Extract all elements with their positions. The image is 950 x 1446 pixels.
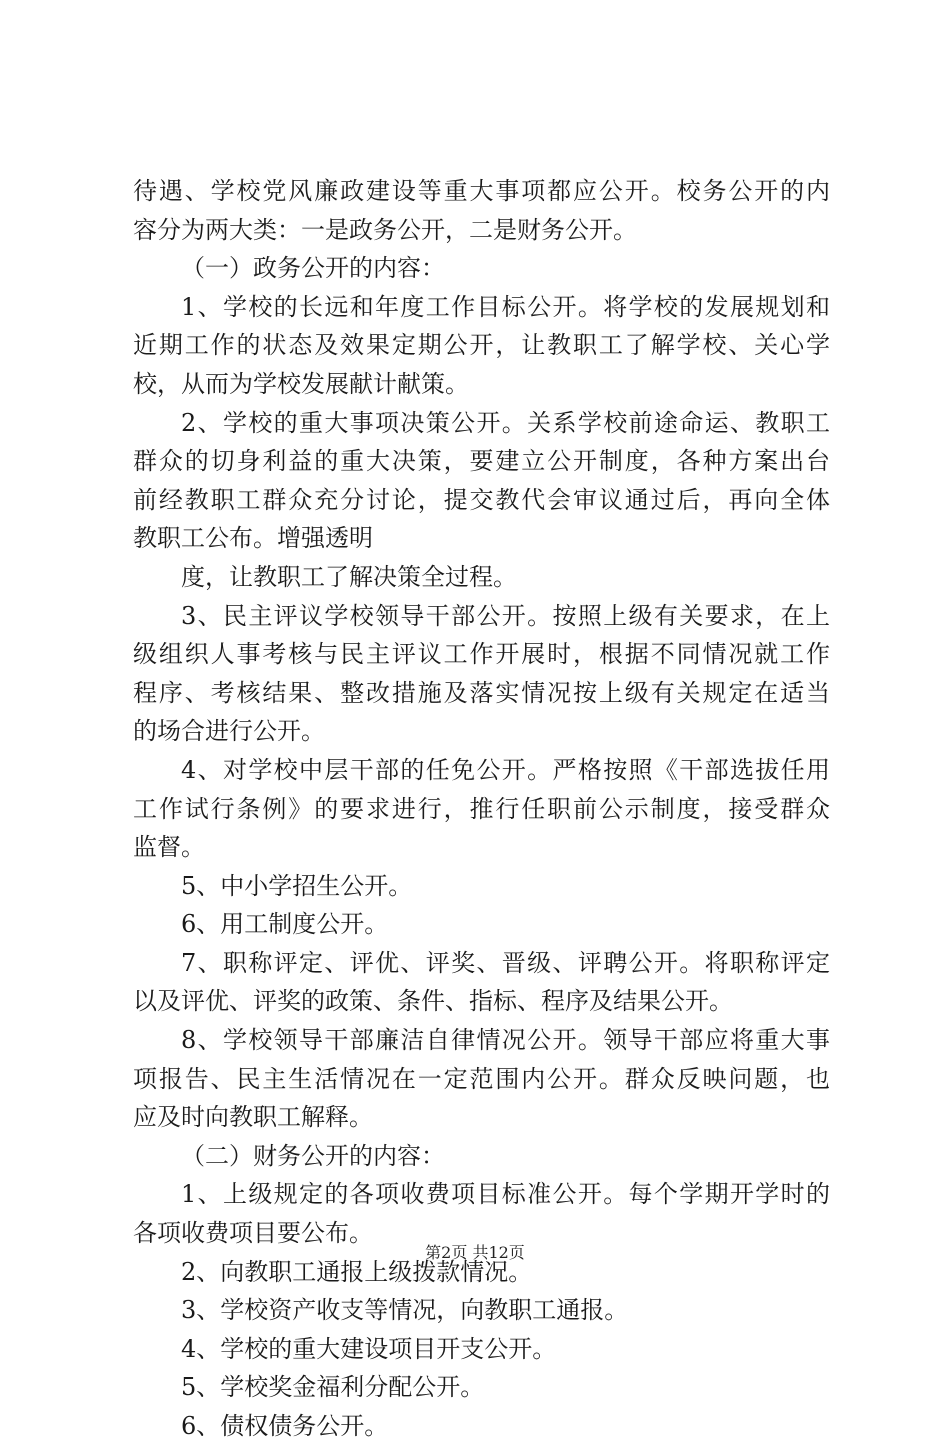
text-line: 以及评优、评奖的政策、条件、指标、程序及结果公开。 <box>133 987 733 1016</box>
text-line: 校，从而为学校发展献计献策。 <box>133 369 469 398</box>
text-line: 5、中小学招生公开。 <box>181 871 413 900</box>
text-line: 6、用工制度公开。 <box>181 910 389 939</box>
text-line: 4、对学校中层干部的任免公开。严格按照《干部选拔任用 <box>181 755 830 784</box>
text-line: 6、债权债务公开。 <box>181 1412 389 1440</box>
text-line: 近期工作的状态及效果定期公开，让教职工了解学校、关心学 <box>133 331 830 360</box>
page-footer: 第2页 共12页 <box>425 1243 525 1262</box>
text-line: 各项收费项目要公布。 <box>133 1219 373 1248</box>
text-line: 群众的切身利益的重大决策，要建立公开制度，各种方案出台 <box>133 447 830 476</box>
text-line: （一）政务公开的内容： <box>181 254 445 283</box>
text-line: 级组织人事考核与民主评议工作开展时，根据不同情况就工作 <box>133 640 830 669</box>
text-line: 教职工公布。增强透明 <box>133 524 373 553</box>
text-line: 2、向教职工通报上级拨款情况。 <box>181 1257 533 1286</box>
text-line: 应及时向教职工解释。 <box>133 1103 373 1132</box>
text-line: 5、学校奖金福利分配公开。 <box>181 1373 485 1402</box>
text-line: 1、学校的长远和年度工作目标公开。将学校的发展规划和 <box>181 292 830 321</box>
text-line: 的场合进行公开。 <box>133 717 325 746</box>
text-line: 3、民主评议学校领导干部公开。按照上级有关要求，在上 <box>181 601 830 630</box>
text-line: 4、学校的重大建设项目开支公开。 <box>181 1334 557 1363</box>
text-line: 监督。 <box>133 833 205 862</box>
text-line: 工作试行条例》的要求进行，推行任职前公示制度，接受群众 <box>133 794 830 823</box>
text-line: 前经教职工群众充分讨论，提交教代会审议通过后，再向全体 <box>133 485 830 514</box>
text-line: 8、学校领导干部廉洁自律情况公开。领导干部应将重大事 <box>181 1026 830 1055</box>
text-line: 1、上级规定的各项收费项目标准公开。每个学期开学时的 <box>181 1180 830 1209</box>
text-line: 7、职称评定、评优、评奖、晋级、评聘公开。将职称评定 <box>181 948 830 977</box>
text-line: 度，让教职工了解决策全过程。 <box>181 562 517 591</box>
text-line: 待遇、学校党风廉政建设等重大事项都应公开。校务公开的内 <box>133 177 830 205</box>
text-line: 程序、考核结果、整改措施及落实情况按上级有关规定在适当 <box>133 678 830 707</box>
text-line: 项报告、民主生活情况在一定范围内公开。群众反映问题，也 <box>133 1064 830 1093</box>
text-line: 容分为两大类：一是政务公开，二是财务公开。 <box>133 215 637 244</box>
text-line: 2、学校的重大事项决策公开。关系学校前途命运、教职工 <box>181 408 830 437</box>
text-line: （二）财务公开的内容： <box>181 1141 445 1170</box>
text-line: 3、学校资产收支等情况，向教职工通报。 <box>181 1296 629 1325</box>
